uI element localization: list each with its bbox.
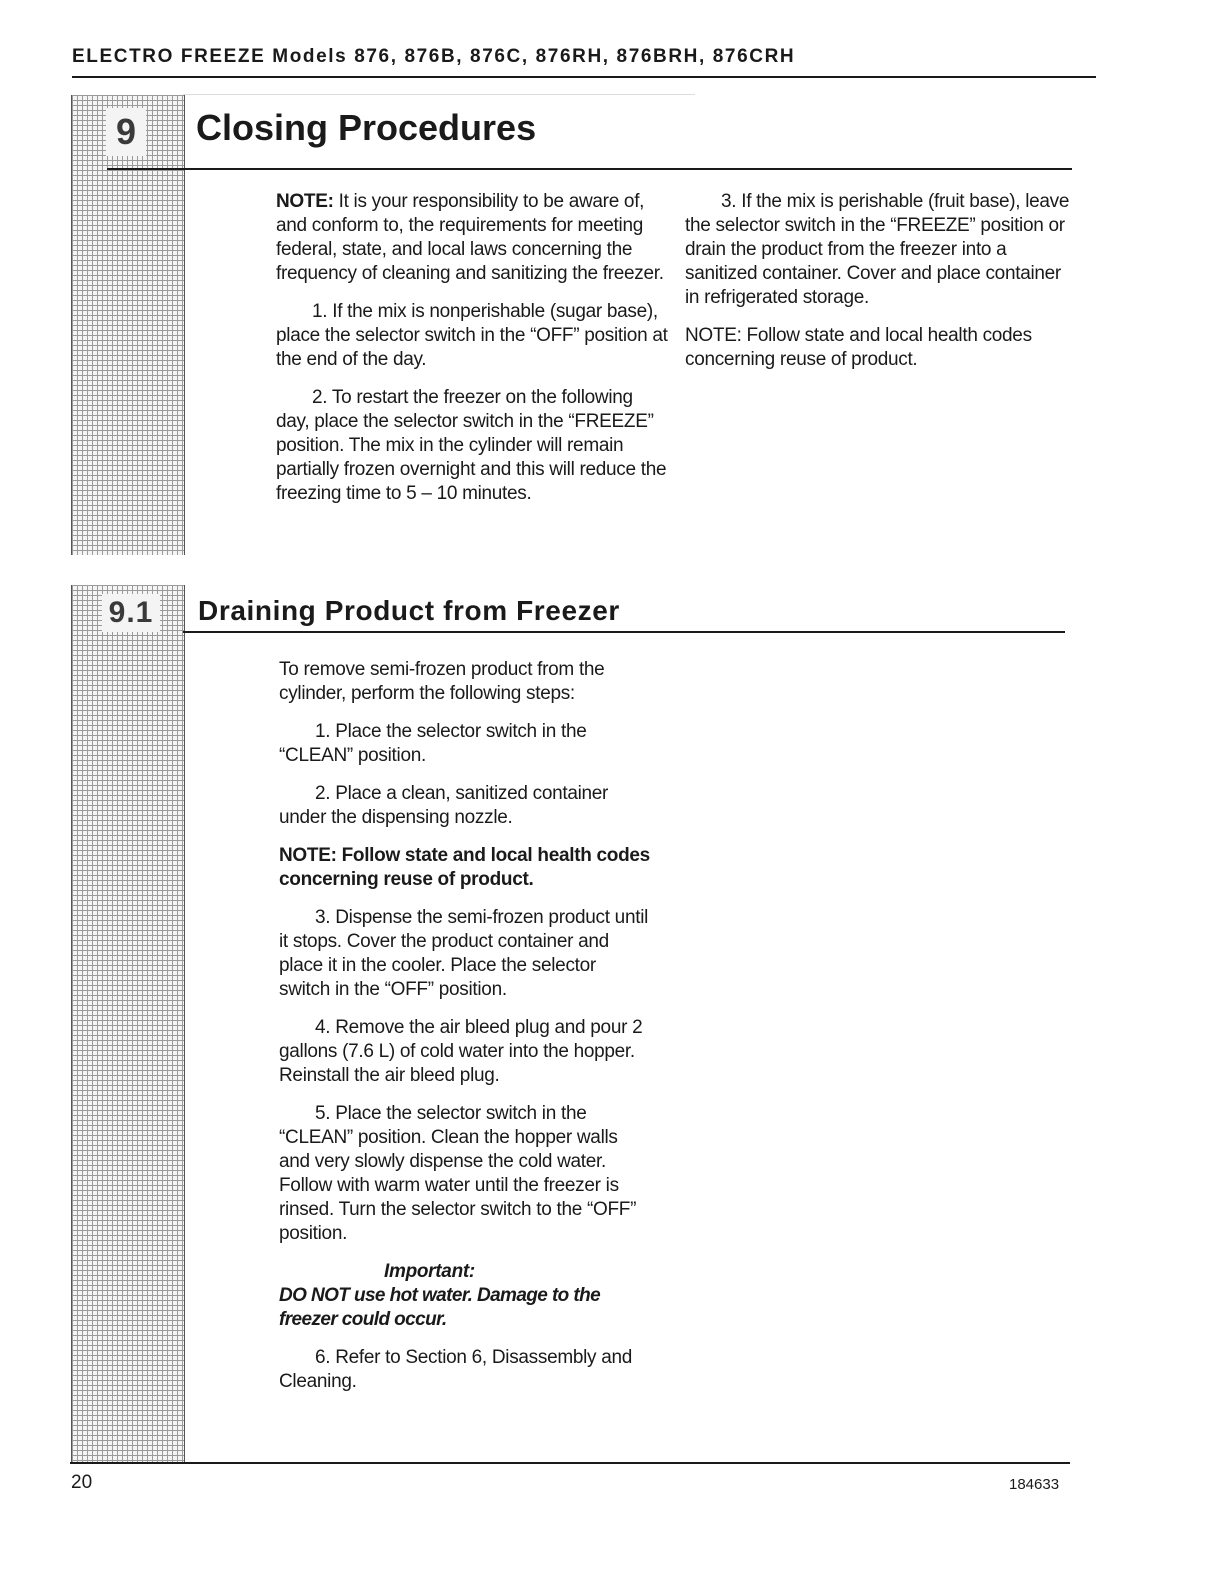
section-9-column-right	[685, 190, 1077, 386]
section-9-1-number: 9.1	[102, 594, 160, 632]
section-9-1-column	[279, 658, 651, 1408]
header-rule	[72, 76, 1096, 78]
section-9-note	[276, 190, 668, 286]
section-9-1-intro: To remove semi-frozen product from the cylinder, perform the following steps:	[279, 659, 605, 704]
section-9-note-2: NOTE: Follow state and local health codes concerning reuse of product.	[685, 325, 1032, 370]
section-9-1-grid-strip	[71, 585, 185, 1462]
important-warning: DO NOT use hot water. Damage to the freezer could occur.	[279, 1285, 601, 1330]
running-header: ELECTRO FREEZE Models 876, 876B, 876C, 876RH, 876BRH, 876CRH	[72, 46, 796, 67]
section-9-1-title: Draining Product from Freezer	[198, 595, 620, 626]
section-9-1-step-6: 6. Refer to Section 6, Disassembly and Cleaning.	[279, 1347, 633, 1392]
section-9-1-step-3: 3. Dispense the semi-frozen product until it stops. Cover the product container and place it in the cooler. Place the selector switch in the “OFF” position.	[279, 907, 649, 1000]
section-9-step-3: 3. If the mix is perishable (fruit base), leave the selector switch in the “FREEZE” position or drain the product from the freezer into a sanitized container. Cover and place container in refrigerated storage.	[685, 191, 1070, 308]
top-faint-rule	[183, 94, 695, 95]
footer-rule	[70, 1462, 1070, 1464]
section-9-step-1: 1. If the mix is nonperishable (sugar base), place the selector switch in the “OFF” position at the end of the day.	[276, 301, 668, 370]
page-number: 20	[71, 1472, 93, 1493]
section-9-1-step-4: 4. Remove the air bleed plug and pour 2 gallons (7.6 L) of cold water into the hopper. Reinstall the air bleed plug.	[279, 1017, 643, 1086]
section-9-title-rule	[107, 168, 1072, 170]
section-9-1-step-5: 5. Place the selector switch in the “CLEAN” position. Clean the hopper walls and very slowly dispense the cold water. Follow with warm water until the freezer is rinsed. Turn the selector switch to the “OFF” position.	[279, 1103, 637, 1244]
document-number: 184633	[1009, 1476, 1060, 1493]
section-9-1-title-rule	[183, 631, 1065, 633]
section-9-step-2: 2. To restart the freezer on the following day, place the selector switch in the “FREEZE” position. The mix in the cylinder will remain partially frozen overnight and this will reduce the freezing time to 5 – 10 minutes.	[276, 387, 667, 504]
note-label: NOTE:	[276, 191, 334, 212]
section-9-number: 9	[106, 108, 146, 156]
section-9-1-step-2: 2. Place a clean, sanitized container under the dispensing nozzle.	[279, 783, 609, 828]
note-text: It is your responsibility to be aware of, and conform to, the requirements for meeting federal, state, and local laws concerning the frequency of cleaning and sanitizing the freezer.	[276, 191, 664, 284]
section-9-title: Closing Procedures	[196, 107, 537, 148]
section-9-column-left	[276, 190, 668, 520]
section-9-1-step-1: 1. Place the selector switch in the “CLEAN” position.	[279, 721, 587, 766]
section-9-1-bold-note: NOTE: Follow state and local health codes concerning reuse of product.	[279, 845, 650, 890]
section-9-grid-strip	[71, 95, 185, 555]
important-label: Important:	[384, 1261, 475, 1282]
